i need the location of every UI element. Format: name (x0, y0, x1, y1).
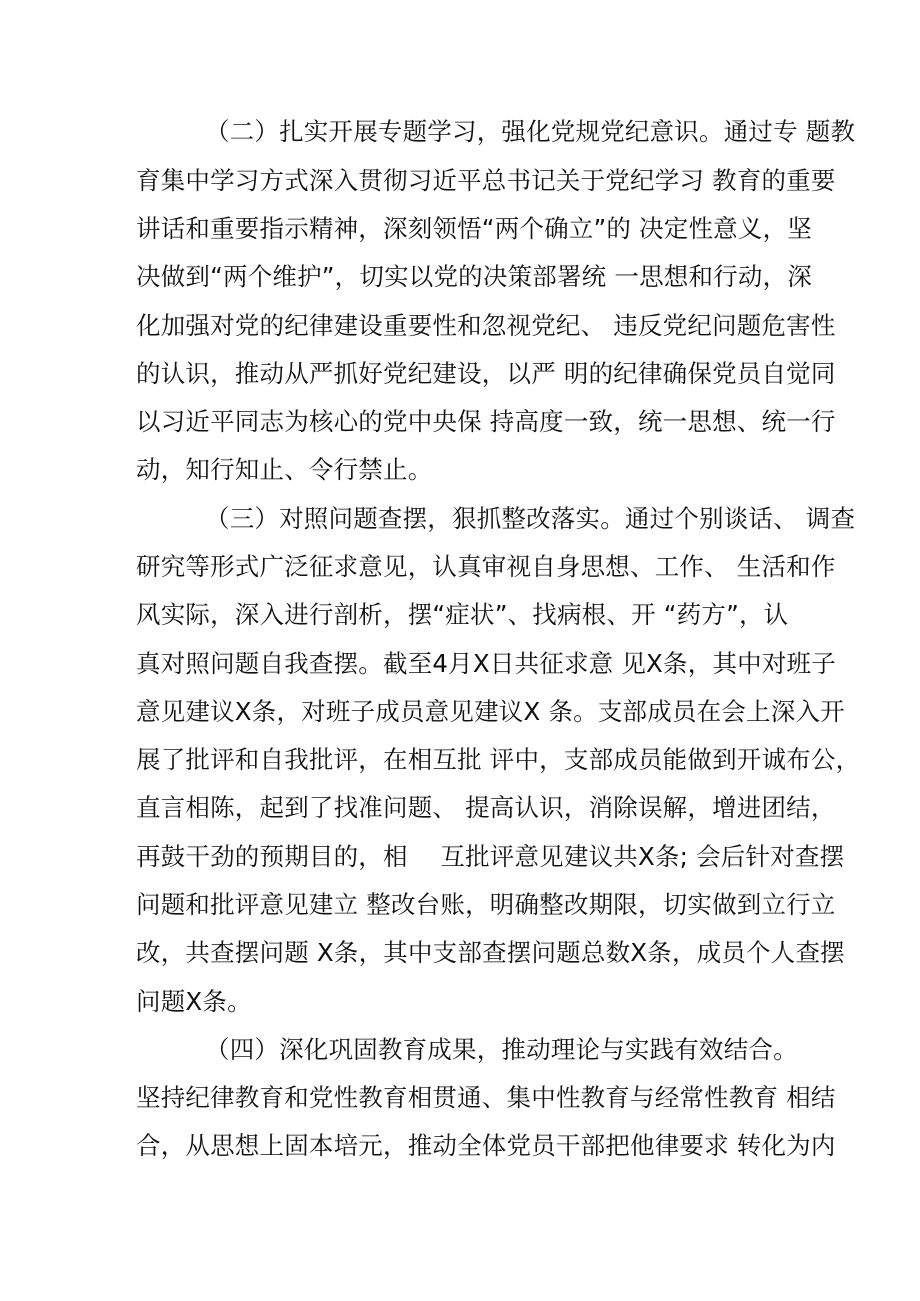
paragraph-line: 再鼓干劲的预期目的，相 互批评意见建议共X条; 会后针对查摆 (136, 842, 845, 871)
paragraph-line: 直言相陈，起到了找准问题、 提高认识，消除误解，增进团结， (136, 793, 836, 822)
paragraph-line: 讲话和重要指示精神，深刻领悟“两个确立”的 决定性意义，坚 (136, 214, 812, 243)
paragraph-line: 合，从思想上固本培元，推动全体党员干部把他律要求 转化为内 (136, 1131, 836, 1160)
paragraph-line: 意见建议X条，对班子成员意见建议X 条。支部成员在会上深入开 (136, 697, 845, 726)
paragraph-line: 决做到“两个维护”，切实以党的决策部署统 一思想和行动，深 (136, 262, 812, 291)
heading-section-3: （三）对照问题查摆，狠抓整改落实。通过个别谈话、 调查 (205, 504, 856, 533)
paragraph-line: 坚持纪律教育和党性教育相贯通、集中性教育与经常性教育 相结 (136, 1083, 836, 1112)
paragraph-line: 以习近平同志为核心的党中央保 持高度一致，统一思想、统一行 (136, 407, 836, 436)
paragraph-line: 问题X条。 (136, 987, 252, 1016)
paragraph-line: 育集中学习方式深入贯彻习近平总书记关于党纪学习 教育的重要 (136, 166, 836, 195)
paragraph-line: 真对照问题自我查摆。截至4月X日共征求意 见X条，其中对班子 (136, 649, 836, 678)
paragraph-line: 化加强对党的纪律建设重要性和忽视党纪、 违反党纪问题危害性 (136, 311, 836, 340)
paragraph-line: 动，知行知止、令行禁止。 (136, 455, 433, 484)
heading-section-2: （二）扎实开展专题学习，强化党规党纪意识。通过专 题教 (205, 117, 856, 146)
paragraph-line: 改，共查摆问题 X条，其中支部查摆问题总数X条，成员个人查摆 (136, 938, 845, 967)
paragraph-line: 问题和批评意见建立 整改台账，明确整改期限，切实做到立行立 (136, 890, 836, 919)
paragraph-line: 研究等形式广泛征求意见，认真审视自身思想、工作、 生活和作 (136, 552, 836, 581)
heading-section-4: （四）深化巩固教育成果，推动理论与实践有效结合。 (205, 1035, 798, 1064)
paragraph-line: 的认识，推动从严抓好党纪建设，以严 明的纪律确保党员自觉同 (136, 359, 836, 388)
paragraph-line: 风实际，深入进行剖析，摆“症状”、找病根、开 “药方”，认 (136, 600, 789, 629)
paragraph-line: 展了批评和自我批评，在相互批 评中，支部成员能做到开诚布公， (136, 745, 861, 774)
